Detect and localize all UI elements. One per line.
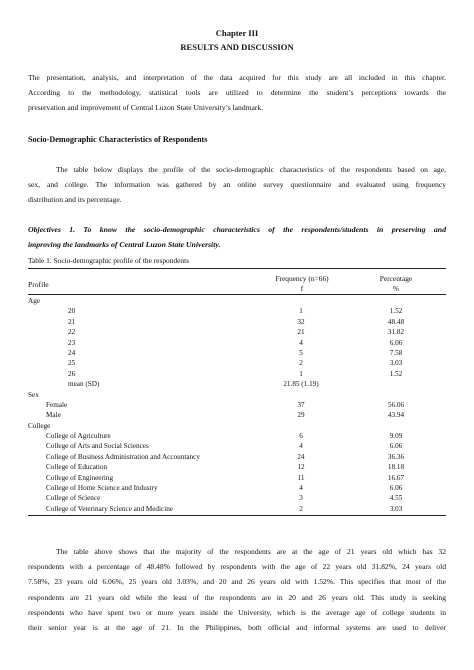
row-label: College of Arts and Social Sciences: [46, 442, 149, 451]
table-header-rule: [28, 294, 446, 295]
row-label: College of Agriculture: [46, 432, 111, 441]
intro-line: preservation and improvement of Central Luzon State University’s landmark.: [28, 103, 264, 113]
table-bottom-rule: [28, 515, 446, 516]
row-percentage: 6.06: [389, 442, 403, 451]
row-frequency: 24: [297, 452, 305, 461]
table-row: [28, 317, 446, 327]
header-percentage-top: Percentage: [379, 274, 413, 283]
row-percentage: 3.03: [389, 359, 403, 368]
header-percentage-bottom: %: [392, 283, 400, 293]
discussion-line: their senior year is at the age of 21. In the Philippines, both official and informal systems are used to deliver: [28, 623, 446, 633]
table-intro-line: distribution and its percentage.: [28, 195, 122, 205]
row-percentage: 3.03: [389, 504, 403, 513]
row-label: Female: [46, 400, 68, 409]
row-frequency: 12: [297, 463, 305, 472]
subheading: Socio-Demographic Characteristics of Respondents: [28, 135, 208, 144]
row-label: 26: [68, 369, 76, 378]
table-row: [28, 358, 446, 368]
objective-line: Objectives 1. To know the socio-demographic characteristics of the respondents/students in preserving and: [28, 225, 446, 234]
table-row: [28, 369, 446, 379]
table-row: [28, 338, 446, 348]
row-frequency: 1: [299, 369, 303, 378]
row-frequency: 1: [299, 307, 303, 316]
row-label: College of Engineering: [46, 473, 114, 482]
intro-paragraph: [28, 70, 446, 116]
objective-statement: [28, 222, 446, 252]
table-row: [28, 296, 446, 306]
row-frequency: 5: [299, 348, 303, 357]
table-row: [28, 410, 446, 420]
row-frequency: 4: [299, 338, 303, 347]
row-frequency: 21.85 (1.19): [283, 380, 319, 389]
row-frequency: 37: [297, 400, 305, 409]
intro-line: According to the methodology, statistical tools are utilized to determine the student’s perceptions towards the: [28, 88, 446, 98]
row-frequency: 2: [299, 359, 303, 368]
row-frequency: 2: [299, 504, 303, 513]
row-label: Age: [28, 297, 40, 305]
table-row: [28, 452, 446, 462]
table-row: [28, 348, 446, 358]
row-percentage: 16.67: [387, 473, 405, 482]
row-percentage: 6.06: [389, 338, 403, 347]
discussion-paragraph: [28, 544, 446, 635]
table-row: [28, 390, 446, 400]
table-row: [28, 400, 446, 410]
row-label: College of Business Administration and Accountancy: [46, 452, 200, 461]
objective-line: improving the landmarks of Central Luzon State University.: [28, 240, 221, 249]
row-label: College of Science: [46, 494, 101, 503]
row-percentage: 1.52: [389, 307, 403, 316]
discussion-line: The table above shows that the majority of the respondents are at the age of 21 years old which has 32: [56, 547, 446, 556]
row-frequency: 4: [299, 484, 303, 493]
row-label: College of Home Science and Industry: [46, 484, 158, 493]
table-row: [28, 483, 446, 493]
discussion-line: respondents are 21 years old while the least of the respondents are in 20 and 26 years old. This study is seeking: [28, 592, 446, 602]
row-label: 23: [68, 338, 76, 347]
table-body: [28, 295, 446, 514]
table-row: [28, 431, 446, 441]
table-row: [28, 327, 446, 337]
table-row: [28, 473, 446, 483]
row-label: Male: [46, 411, 61, 420]
demographic-table: [28, 274, 446, 516]
row-percentage: 9.09: [389, 432, 403, 441]
table-row: [28, 379, 446, 389]
row-percentage: 43.94: [387, 411, 405, 420]
section-title: RESULTS AND DISCUSSION: [180, 42, 294, 52]
row-label: College of Education: [46, 463, 108, 472]
intro-line: The presentation, analysis, and interpretation of the data acquired for this study are all included in this chapter.: [28, 73, 446, 82]
table-caption: Table 1. Socio-demographic profile of the respondents: [28, 256, 190, 265]
row-label: College: [28, 421, 51, 430]
table-row: [28, 421, 446, 431]
row-percentage: 6.06: [389, 484, 403, 493]
header-frequency: [260, 274, 344, 293]
header-frequency-bottom: f: [300, 283, 304, 293]
row-percentage: 1.52: [389, 369, 403, 378]
table-row: [28, 493, 446, 503]
row-frequency: 3: [299, 494, 303, 503]
row-frequency: 11: [297, 473, 305, 482]
row-percentage: 48.48: [387, 317, 405, 326]
row-label: mean (SD): [68, 380, 100, 389]
table-row: [28, 462, 446, 472]
row-frequency: 21: [297, 328, 305, 337]
row-percentage: 31.82: [387, 328, 405, 337]
row-label: 20: [68, 307, 76, 316]
row-label: 21: [68, 317, 76, 326]
header-percentage: [364, 274, 428, 293]
row-percentage: 7.58: [389, 348, 403, 357]
row-frequency: 6: [299, 432, 303, 441]
row-frequency: 4: [299, 442, 303, 451]
row-percentage: 4.55: [389, 494, 403, 503]
row-percentage: 36.36: [387, 452, 405, 461]
row-frequency: 32: [297, 317, 305, 326]
chapter-heading: Chapter III: [215, 28, 259, 38]
row-label: 24: [68, 348, 76, 357]
row-label: College of Veterinary Science and Medicine: [46, 504, 173, 513]
discussion-line: respondents with a percentage of 48.48% followed by respondents with the age of 22 years old 31.82%, 24 years old: [28, 562, 446, 572]
row-percentage: 56.06: [387, 400, 405, 409]
discussion-line: 7.58%, 23 years old 6.06%, 25 years old 3.03%, and 20 and 26 years old with 1.52%. This specifies that most of the: [28, 577, 446, 587]
table-header: [28, 274, 446, 294]
row-label: 25: [68, 359, 76, 368]
header-profile: Profile: [28, 280, 49, 289]
table-row: [28, 306, 446, 316]
row-frequency: 29: [297, 411, 305, 420]
table-top-rule: [28, 268, 446, 269]
table-intro-line: sex, and college. The information was gathered by an online survey questionnaire and evaluated using frequency: [28, 180, 446, 190]
row-label: 22: [68, 328, 76, 337]
row-label: Sex: [28, 390, 39, 399]
row-percentage: 18.18: [387, 463, 405, 472]
table-intro-line: The table below displays the profile of the socio-demographic characteristics of the respondents based on age,: [56, 165, 446, 174]
table-intro-paragraph: [28, 162, 446, 208]
discussion-line: respondents who have spent two or more years inside the University, which is the average age of college students in: [28, 607, 446, 617]
header-frequency-top: Frequency (n=66): [275, 274, 329, 283]
table-row: [28, 504, 446, 514]
table-row: [28, 441, 446, 451]
